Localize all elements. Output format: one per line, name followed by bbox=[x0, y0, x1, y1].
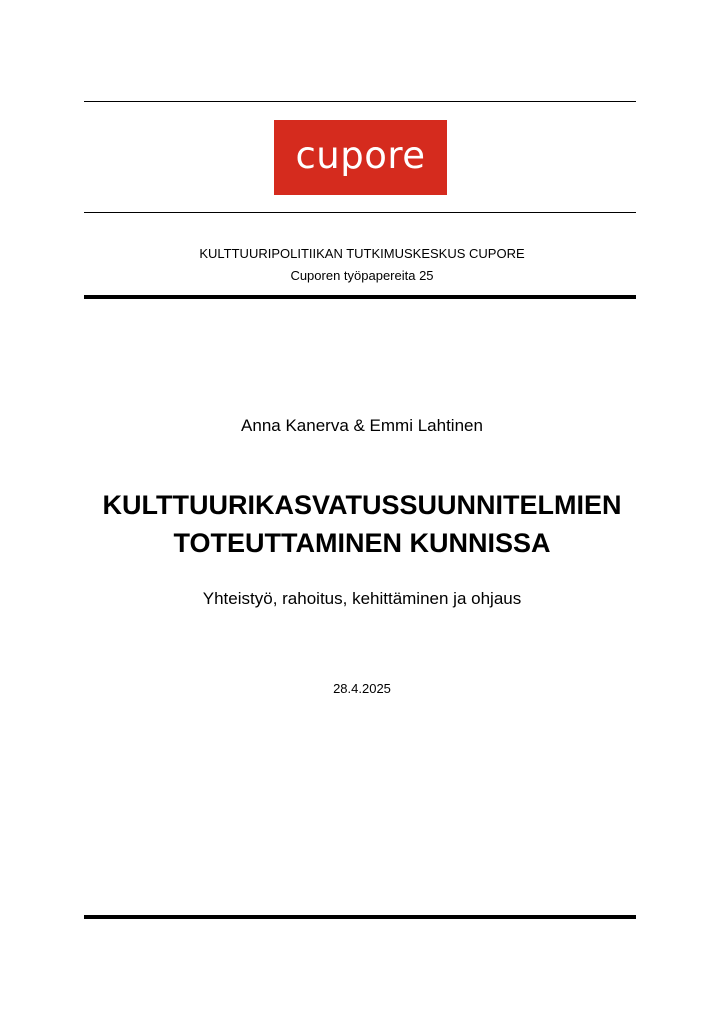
footer-thick-divider bbox=[84, 915, 636, 919]
publication-date: 28.4.2025 bbox=[333, 681, 391, 696]
header-thick-divider bbox=[84, 295, 636, 299]
document-subtitle: Yhteistyö, rahoitus, kehittäminen ja ohjaus bbox=[202, 589, 522, 608]
cupore-logo bbox=[274, 120, 447, 195]
institute-name: KULTTUURIPOLITIIKAN TUTKIMUSKESKUS CUPORE bbox=[199, 246, 525, 261]
title-line-2: TOTEUTTAMINEN KUNNISSA bbox=[173, 528, 551, 558]
logo-text: cupore bbox=[295, 134, 426, 177]
document-title bbox=[0, 486, 724, 562]
top-divider bbox=[84, 101, 636, 102]
series-name: Cuporen työpapereita 25 bbox=[290, 268, 434, 283]
authors: Anna Kanerva & Emmi Lahtinen bbox=[241, 416, 483, 435]
title-line-1: KULTTUURIKASVATUSSUUNNITELMIEN bbox=[102, 490, 622, 520]
logo-bottom-divider bbox=[84, 212, 636, 213]
